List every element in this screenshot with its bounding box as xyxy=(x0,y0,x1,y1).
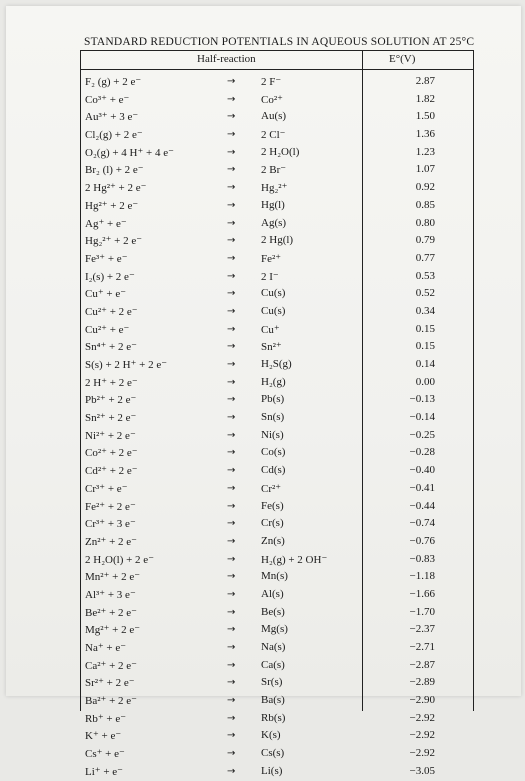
potential-cell: 1.82 xyxy=(415,92,435,105)
table-row xyxy=(81,215,473,233)
potential-cell: −2.90 xyxy=(409,694,435,707)
product-cell: Hg(l) xyxy=(261,198,285,211)
table-row xyxy=(81,444,473,462)
potential-cell: 2.87 xyxy=(415,75,435,87)
reactant-cell: Cr³⁺ + 3 e⁻ xyxy=(85,518,136,531)
reactant-cell: Rb⁺ + e⁻ xyxy=(85,712,127,725)
reactant-cell: Au³⁺ + 3 e⁻ xyxy=(85,111,139,124)
arrow-icon: → xyxy=(227,323,236,335)
arrow-icon: → xyxy=(227,624,236,636)
potential-cell: −2.92 xyxy=(409,729,435,742)
reactant-cell: Cu²⁺ + e⁻ xyxy=(85,323,130,336)
reactant-cell: 2 H₂O(l) + 2 e⁻ xyxy=(85,553,154,566)
table-row xyxy=(81,356,473,374)
product-cell: Sn(s) xyxy=(261,411,285,424)
reduction-table xyxy=(80,50,474,778)
product-cell: Ca(s) xyxy=(261,658,285,671)
product-cell: 2 Br⁻ xyxy=(261,164,287,177)
reactant-cell: Co³⁺ + e⁻ xyxy=(85,93,130,106)
arrow-icon: → xyxy=(227,412,236,424)
table-row xyxy=(81,73,473,91)
table-row xyxy=(81,374,473,392)
potential-cell: −2.92 xyxy=(409,711,435,724)
potential-cell: −0.28 xyxy=(409,446,435,459)
potential-cell: −0.25 xyxy=(409,428,435,441)
arrow-icon: → xyxy=(227,252,236,264)
product-cell: Sn²⁺ xyxy=(261,341,282,354)
potential-cell: −0.76 xyxy=(409,534,435,547)
table-row xyxy=(81,338,473,356)
arrow-icon: → xyxy=(227,270,236,282)
potential-cell: −0.40 xyxy=(409,464,435,477)
table-row xyxy=(81,551,473,569)
table-row xyxy=(81,515,473,533)
product-cell: H₂S(g) xyxy=(261,358,292,370)
potential-header: E°(V) xyxy=(389,53,416,65)
potential-cell: −2.71 xyxy=(409,641,435,653)
potential-cell: −0.44 xyxy=(409,499,435,512)
potential-cell: −0.83 xyxy=(409,552,435,565)
table-row xyxy=(81,285,473,303)
reactant-cell: Cl₂(g) + 2 e⁻ xyxy=(85,129,143,142)
arrow-icon: → xyxy=(227,76,236,87)
arrow-icon: → xyxy=(227,659,236,671)
table-row xyxy=(81,604,473,622)
product-cell: Sr(s) xyxy=(261,676,283,689)
arrow-icon: → xyxy=(227,677,236,689)
product-cell: Ag(s) xyxy=(261,216,287,229)
arrow-icon: → xyxy=(227,588,236,600)
product-cell: Ni(s) xyxy=(261,428,284,441)
table-row xyxy=(81,674,473,692)
reactant-cell: 2 H⁺ + 2 e⁻ xyxy=(85,376,138,389)
reactant-cell: Ca²⁺ + 2 e⁻ xyxy=(85,659,137,672)
arrow-icon: → xyxy=(227,288,236,300)
table-row xyxy=(81,692,473,710)
table-row xyxy=(81,568,473,586)
arrow-icon: → xyxy=(227,695,236,707)
product-cell: Li(s) xyxy=(261,764,283,777)
arrow-icon: → xyxy=(227,429,236,441)
arrow-icon: → xyxy=(227,465,236,477)
table-row xyxy=(81,462,473,480)
reactant-cell: Co²⁺ + 2 e⁻ xyxy=(85,447,138,460)
arrow-icon: → xyxy=(227,712,236,724)
table-row xyxy=(81,409,473,427)
arrow-icon: → xyxy=(227,394,236,406)
potential-cell: 0.15 xyxy=(415,340,435,353)
product-cell: Cu(s) xyxy=(261,304,286,317)
table-row xyxy=(81,427,473,445)
reactant-cell: Hg²⁺ + 2 e⁻ xyxy=(85,199,139,212)
arrow-icon: → xyxy=(227,164,236,176)
reactant-cell: Ba²⁺ + 2 e⁻ xyxy=(85,695,137,708)
product-cell: H₂(g) + 2 OH⁻ xyxy=(261,553,328,566)
product-cell: Cr²⁺ xyxy=(261,482,282,495)
potential-cell: −2.92 xyxy=(409,747,435,760)
product-cell: Cu(s) xyxy=(261,287,286,300)
arrow-icon: → xyxy=(227,129,236,141)
reactant-cell: Na⁺ + e⁻ xyxy=(85,642,127,654)
table-row xyxy=(81,480,473,498)
potential-cell: 0.85 xyxy=(415,198,435,211)
table-row xyxy=(81,303,473,321)
table-row xyxy=(81,126,473,144)
product-cell: Mg(s) xyxy=(261,623,288,636)
table-row xyxy=(81,91,473,109)
potential-cell: −2.37 xyxy=(409,623,435,636)
potential-cell: 0.77 xyxy=(415,251,435,264)
potential-cell: 1.23 xyxy=(415,145,435,158)
product-cell: Au(s) xyxy=(261,110,287,123)
reactant-cell: Al³⁺ + 3 e⁻ xyxy=(85,588,136,601)
product-cell: Co(s) xyxy=(261,446,286,459)
table-body xyxy=(81,73,473,781)
table-row xyxy=(81,657,473,675)
potential-cell: 1.36 xyxy=(415,128,435,141)
product-cell: Pb(s) xyxy=(261,393,285,406)
paper-sheet xyxy=(6,6,521,778)
potential-cell: 0.14 xyxy=(415,358,435,370)
arrow-icon: → xyxy=(227,93,236,105)
arrow-icon: → xyxy=(227,305,236,317)
arrow-icon: → xyxy=(227,359,236,370)
product-cell: Cu⁺ xyxy=(261,323,280,336)
table-row xyxy=(81,250,473,268)
potential-cell: 1.07 xyxy=(415,163,435,176)
arrow-icon: → xyxy=(227,553,236,565)
reactant-cell: Cu⁺ + e⁻ xyxy=(85,288,127,301)
table-row xyxy=(81,161,473,179)
arrow-icon: → xyxy=(227,447,236,459)
table-row xyxy=(81,621,473,639)
arrow-icon: → xyxy=(227,217,236,229)
product-cell: K(s) xyxy=(261,729,281,742)
reactant-cell: Be²⁺ + 2 e⁻ xyxy=(85,606,137,619)
arrow-icon: → xyxy=(227,235,236,247)
table-row xyxy=(81,391,473,409)
potential-cell: −3.05 xyxy=(409,764,435,777)
arrow-icon: → xyxy=(227,111,236,123)
table-row xyxy=(81,639,473,657)
reactant-cell: Li⁺ + e⁻ xyxy=(85,765,123,778)
arrow-icon: → xyxy=(227,376,236,388)
product-cell: Be(s) xyxy=(261,605,285,618)
reactant-cell: Mg²⁺ + 2 e⁻ xyxy=(85,624,141,637)
product-cell: Fe²⁺ xyxy=(261,252,282,265)
potential-cell: −1.66 xyxy=(409,587,435,600)
reactant-cell: Br₂ (l) + 2 e⁻ xyxy=(85,164,144,177)
product-cell: Al(s) xyxy=(261,587,284,600)
arrow-icon: → xyxy=(227,571,236,583)
reactant-cell: F₂ (g) + 2 e⁻ xyxy=(85,76,142,88)
reactant-cell: Zn²⁺ + 2 e⁻ xyxy=(85,535,137,548)
reactant-cell: Cd²⁺ + 2 e⁻ xyxy=(85,465,138,478)
reactant-cell: Sr²⁺ + 2 e⁻ xyxy=(85,677,135,690)
potential-cell: −0.13 xyxy=(409,393,435,406)
table-row xyxy=(81,710,473,728)
table-row xyxy=(81,727,473,745)
arrow-icon: → xyxy=(227,730,236,742)
table-row xyxy=(81,108,473,126)
reactant-cell: Sn⁴⁺ + 2 e⁻ xyxy=(85,341,137,354)
reactant-cell: Ag⁺ + e⁻ xyxy=(85,217,127,230)
arrow-icon: → xyxy=(227,765,236,777)
table-row xyxy=(81,268,473,286)
table-row xyxy=(81,232,473,250)
table-row xyxy=(81,745,473,763)
reactant-cell: Hg₂²⁺ + 2 e⁻ xyxy=(85,235,143,248)
half-reaction-header: Half-reaction xyxy=(197,53,256,65)
potential-cell: −1.18 xyxy=(409,570,435,583)
reactant-cell: Mn²⁺ + 2 e⁻ xyxy=(85,571,141,584)
product-cell: 2 Hg(l) xyxy=(261,234,294,247)
potential-cell: 0.00 xyxy=(415,375,435,388)
arrow-icon: → xyxy=(227,535,236,547)
reactant-cell: Cu²⁺ + 2 e⁻ xyxy=(85,305,138,318)
potential-cell: 0.15 xyxy=(415,322,435,335)
reactant-cell: Cs⁺ + e⁻ xyxy=(85,748,125,761)
product-cell: Cs(s) xyxy=(261,747,285,760)
potential-cell: −1.70 xyxy=(409,605,435,618)
reactant-cell: Fe²⁺ + 2 e⁻ xyxy=(85,500,136,513)
reactant-cell: Ni²⁺ + 2 e⁻ xyxy=(85,429,136,442)
reactant-cell: K⁺ + e⁻ xyxy=(85,730,122,743)
table-header xyxy=(81,51,473,70)
reactant-cell: Fe³⁺ + e⁻ xyxy=(85,252,128,265)
table-row xyxy=(81,197,473,215)
product-cell: Cd(s) xyxy=(261,464,286,477)
reactant-cell: S(s) + 2 H⁺ + 2 e⁻ xyxy=(85,359,168,371)
arrow-icon: → xyxy=(227,199,236,211)
reactant-cell: Pb²⁺ + 2 e⁻ xyxy=(85,394,137,407)
table-row xyxy=(81,321,473,339)
potential-cell: 0.79 xyxy=(415,234,435,247)
product-cell: 2 F⁻ xyxy=(261,76,282,88)
table-row xyxy=(81,179,473,197)
table-row xyxy=(81,498,473,516)
arrow-icon: → xyxy=(227,182,236,194)
product-cell: 2 Cl⁻ xyxy=(261,129,286,142)
potential-cell: 1.50 xyxy=(415,110,435,123)
potential-cell: 0.34 xyxy=(415,304,435,317)
arrow-icon: → xyxy=(227,642,236,653)
arrow-icon: → xyxy=(227,146,236,158)
potential-cell: 0.52 xyxy=(415,287,435,300)
potential-cell: −0.14 xyxy=(409,411,435,424)
product-cell: Rb(s) xyxy=(261,711,286,724)
product-cell: Cr(s) xyxy=(261,517,284,530)
table-row xyxy=(81,144,473,162)
potential-cell: 0.53 xyxy=(415,269,435,282)
arrow-icon: → xyxy=(227,341,236,353)
table-row xyxy=(81,533,473,551)
product-cell: Hg₂²⁺ xyxy=(261,182,288,195)
reactant-cell: O₂(g) + 4 H⁺ + 4 e⁻ xyxy=(85,146,174,159)
product-cell: Ba(s) xyxy=(261,694,285,707)
product-cell: Na(s) xyxy=(261,641,286,653)
potential-cell: −2.87 xyxy=(409,658,435,671)
product-cell: H₂(g) xyxy=(261,375,286,388)
product-cell: 2 I⁻ xyxy=(261,270,279,283)
arrow-icon: → xyxy=(227,518,236,530)
product-cell: 2 H₂O(l) xyxy=(261,145,300,158)
reactant-cell: 2 Hg²⁺ + 2 e⁻ xyxy=(85,182,147,195)
potential-cell: −0.74 xyxy=(409,517,435,530)
reactant-cell: I₂(s) + 2 e⁻ xyxy=(85,270,135,283)
potential-cell: −0.41 xyxy=(409,481,435,494)
product-cell: Mn(s) xyxy=(261,570,288,583)
potential-cell: 0.92 xyxy=(415,181,435,194)
reactant-cell: Cr³⁺ + e⁻ xyxy=(85,482,128,495)
table-row xyxy=(81,763,473,781)
arrow-icon: → xyxy=(227,606,236,618)
product-cell: Co²⁺ xyxy=(261,93,283,106)
arrow-icon: → xyxy=(227,500,236,512)
potential-cell: 0.80 xyxy=(415,216,435,229)
arrow-icon: → xyxy=(227,482,236,494)
potential-cell: −2.89 xyxy=(409,676,435,689)
table-row xyxy=(81,586,473,604)
product-cell: Zn(s) xyxy=(261,534,285,547)
arrow-icon: → xyxy=(227,748,236,760)
product-cell: Fe(s) xyxy=(261,499,284,512)
reactant-cell: Sn²⁺ + 2 e⁻ xyxy=(85,412,137,425)
page-title: STANDARD REDUCTION POTENTIALS IN AQUEOUS SOLUTION AT 25°C xyxy=(84,36,475,48)
